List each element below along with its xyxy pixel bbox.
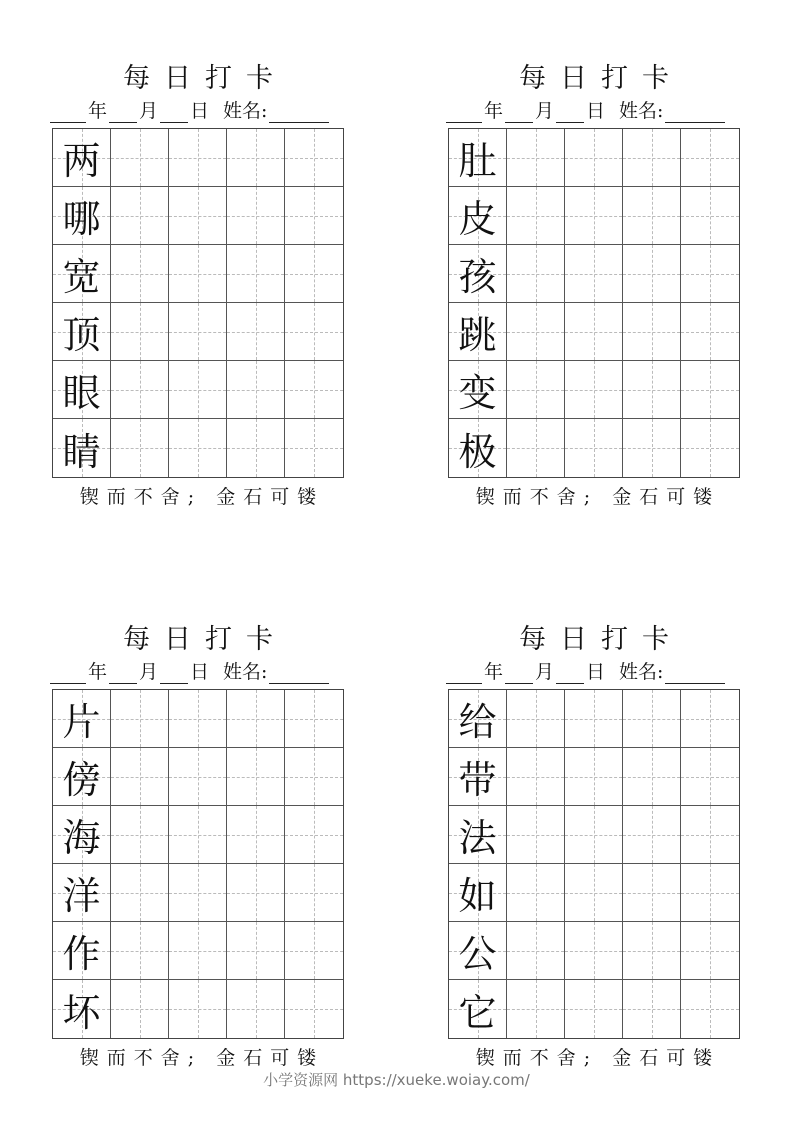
practice-cell[interactable]	[227, 922, 285, 980]
model-character-cell	[53, 748, 111, 806]
model-character: 皮	[458, 197, 497, 241]
practice-cell[interactable]	[227, 980, 285, 1038]
practice-cell[interactable]	[227, 361, 285, 419]
name-blank[interactable]	[665, 102, 725, 123]
practice-cell[interactable]	[111, 864, 169, 922]
year-blank[interactable]	[50, 663, 86, 684]
practice-cell[interactable]	[111, 129, 169, 187]
practice-cell[interactable]	[285, 864, 343, 922]
model-character-cell	[53, 864, 111, 922]
practice-cell[interactable]	[623, 690, 681, 748]
model-character-cell	[53, 129, 111, 187]
model-character-cell	[53, 245, 111, 303]
practice-cell[interactable]	[507, 806, 565, 864]
practice-cell[interactable]	[111, 748, 169, 806]
practice-cell[interactable]	[681, 980, 739, 1038]
practice-cell[interactable]	[507, 419, 565, 477]
practice-cell[interactable]	[681, 303, 739, 361]
model-character: 睛	[62, 429, 101, 474]
practice-cell[interactable]	[285, 129, 343, 187]
practice-cell[interactable]	[681, 245, 739, 303]
month-label: 月	[535, 661, 555, 683]
practice-cell[interactable]	[285, 419, 343, 477]
practice-cell[interactable]	[681, 922, 739, 980]
model-character: 片	[62, 700, 101, 744]
model-character-cell	[449, 361, 507, 419]
day-blank[interactable]	[160, 102, 188, 123]
practice-cell[interactable]	[623, 419, 681, 477]
practice-cell[interactable]	[623, 187, 681, 245]
motto: 锲而不舍; 金石可镂	[475, 486, 721, 508]
model-character-cell	[53, 187, 111, 245]
practice-cell[interactable]	[169, 864, 227, 922]
model-character-cell	[53, 922, 111, 980]
model-character-cell	[53, 690, 111, 748]
year-label: 年	[484, 100, 504, 122]
model-character-cell	[53, 303, 111, 361]
model-character: 给	[458, 700, 497, 744]
practice-cell[interactable]	[681, 129, 739, 187]
year-label: 年	[88, 661, 108, 683]
practice-cell[interactable]	[111, 980, 169, 1038]
practice-cell[interactable]	[169, 245, 227, 303]
practice-cell[interactable]	[565, 419, 623, 477]
model-character-cell	[449, 303, 507, 361]
practice-cell[interactable]	[285, 361, 343, 419]
year-label: 年	[88, 100, 108, 122]
date-name-line	[446, 660, 746, 684]
writing-grid	[52, 128, 344, 478]
model-character-cell	[449, 922, 507, 980]
practice-cell[interactable]	[285, 748, 343, 806]
model-character: 肚	[458, 139, 497, 183]
practice-cell[interactable]	[507, 690, 565, 748]
practice-cell[interactable]	[111, 806, 169, 864]
model-character: 傍	[62, 758, 101, 802]
practice-cell[interactable]	[507, 980, 565, 1038]
practice-cell[interactable]	[111, 187, 169, 245]
practice-cell[interactable]	[227, 690, 285, 748]
month-label: 月	[139, 100, 159, 122]
practice-cell[interactable]	[565, 303, 623, 361]
practice-cell[interactable]	[227, 245, 285, 303]
model-character: 海	[62, 816, 101, 860]
card-title: 每日打卡	[123, 624, 287, 655]
name-label: 姓名:	[619, 100, 664, 122]
model-character: 孩	[458, 255, 497, 299]
name-label: 姓名:	[619, 661, 664, 683]
practice-cell[interactable]	[169, 419, 227, 477]
model-character: 变	[458, 371, 497, 415]
model-character: 它	[458, 990, 497, 1035]
practice-cell[interactable]	[285, 187, 343, 245]
practice-cell[interactable]	[111, 245, 169, 303]
month-label: 月	[139, 661, 159, 683]
model-character: 如	[458, 874, 497, 918]
practice-cell[interactable]	[227, 748, 285, 806]
card-title: 每日打卡	[123, 63, 287, 94]
practice-cell[interactable]	[507, 748, 565, 806]
year-label: 年	[484, 661, 504, 683]
day-blank[interactable]	[160, 663, 188, 684]
name-blank[interactable]	[269, 663, 329, 684]
practice-cell[interactable]	[623, 361, 681, 419]
practice-cell[interactable]	[169, 303, 227, 361]
model-character-cell	[53, 419, 111, 477]
writing-grid	[52, 689, 344, 1039]
day-label: 日	[586, 100, 606, 122]
practice-cell[interactable]	[507, 922, 565, 980]
practice-cell[interactable]	[507, 361, 565, 419]
practice-cell[interactable]	[169, 187, 227, 245]
footer-watermark: 小学资源网 https://xueke.woiay.com/	[263, 1071, 530, 1089]
practice-cell[interactable]	[681, 806, 739, 864]
practice-cell[interactable]	[169, 806, 227, 864]
model-character-cell	[449, 187, 507, 245]
model-character: 两	[62, 139, 101, 183]
practice-cell[interactable]	[507, 864, 565, 922]
practice-cell[interactable]	[227, 303, 285, 361]
model-character-cell	[449, 419, 507, 477]
model-character-cell	[449, 806, 507, 864]
name-blank[interactable]	[665, 663, 725, 684]
practice-cell[interactable]	[285, 806, 343, 864]
practice-cell[interactable]	[623, 748, 681, 806]
practice-cell[interactable]	[565, 864, 623, 922]
practice-cell[interactable]	[507, 303, 565, 361]
practice-cell[interactable]	[681, 864, 739, 922]
practice-cell[interactable]	[169, 748, 227, 806]
practice-cell[interactable]	[565, 187, 623, 245]
practice-cell[interactable]	[169, 922, 227, 980]
model-character-cell	[449, 748, 507, 806]
practice-cell[interactable]	[623, 303, 681, 361]
model-character: 眼	[62, 371, 101, 415]
card-title: 每日打卡	[519, 63, 683, 94]
name-blank[interactable]	[269, 102, 329, 123]
writing-grid	[448, 128, 740, 478]
practice-cell[interactable]	[565, 748, 623, 806]
date-name-line	[50, 99, 350, 123]
practice-cell[interactable]	[169, 690, 227, 748]
practice-cell[interactable]	[227, 864, 285, 922]
day-blank[interactable]	[556, 663, 584, 684]
practice-cell[interactable]	[111, 690, 169, 748]
month-blank[interactable]	[109, 102, 137, 123]
date-name-line	[50, 660, 350, 684]
day-blank[interactable]	[556, 102, 584, 123]
practice-cell[interactable]	[111, 361, 169, 419]
model-character: 洋	[62, 874, 101, 918]
practice-cell[interactable]	[565, 245, 623, 303]
model-character: 带	[458, 758, 497, 802]
date-name-line	[446, 99, 746, 123]
month-blank[interactable]	[505, 663, 533, 684]
practice-cell[interactable]	[681, 690, 739, 748]
year-blank[interactable]	[446, 663, 482, 684]
practice-cell[interactable]	[623, 864, 681, 922]
practice-cell[interactable]	[285, 245, 343, 303]
motto: 锲而不舍; 金石可镂	[475, 1047, 721, 1069]
model-character: 法	[458, 816, 497, 860]
practice-cell[interactable]	[285, 690, 343, 748]
day-label: 日	[586, 661, 606, 683]
name-label: 姓名:	[223, 100, 268, 122]
practice-cell[interactable]	[681, 748, 739, 806]
practice-cell[interactable]	[623, 129, 681, 187]
model-character: 公	[458, 932, 497, 976]
month-label: 月	[535, 100, 555, 122]
model-character: 作	[62, 932, 101, 976]
practice-cell[interactable]	[623, 980, 681, 1038]
practice-cell[interactable]	[169, 361, 227, 419]
model-character-cell	[449, 690, 507, 748]
motto: 锲而不舍; 金石可镂	[79, 486, 325, 508]
practice-cell[interactable]	[565, 806, 623, 864]
practice-cell[interactable]	[507, 187, 565, 245]
practice-cell[interactable]	[227, 806, 285, 864]
day-label: 日	[190, 100, 210, 122]
practice-cell[interactable]	[623, 245, 681, 303]
practice-cell[interactable]	[227, 187, 285, 245]
model-character: 跳	[458, 313, 497, 357]
practice-cell[interactable]	[623, 806, 681, 864]
model-character-cell	[449, 864, 507, 922]
model-character-cell	[53, 980, 111, 1038]
writing-grid	[448, 689, 740, 1039]
name-label: 姓名:	[223, 661, 268, 683]
practice-cell[interactable]	[111, 922, 169, 980]
practice-cell[interactable]	[565, 129, 623, 187]
model-character-cell	[449, 129, 507, 187]
practice-cell[interactable]	[507, 245, 565, 303]
practice-cell[interactable]	[565, 690, 623, 748]
model-character: 宽	[62, 255, 101, 299]
model-character: 坏	[62, 990, 101, 1035]
practice-cell[interactable]	[285, 980, 343, 1038]
model-character: 哪	[62, 197, 101, 241]
practice-cell[interactable]	[681, 361, 739, 419]
motto: 锲而不舍; 金石可镂	[79, 1047, 325, 1069]
practice-cell[interactable]	[169, 980, 227, 1038]
practice-cell[interactable]	[285, 303, 343, 361]
practice-cell[interactable]	[681, 419, 739, 477]
model-character-cell	[53, 361, 111, 419]
model-character-cell	[449, 980, 507, 1038]
practice-cell[interactable]	[565, 980, 623, 1038]
practice-cell[interactable]	[169, 129, 227, 187]
model-character: 顶	[62, 313, 101, 357]
month-blank[interactable]	[109, 663, 137, 684]
day-label: 日	[190, 661, 210, 683]
practice-cell[interactable]	[507, 129, 565, 187]
model-character-cell	[449, 245, 507, 303]
practice-cell[interactable]	[681, 187, 739, 245]
year-blank[interactable]	[50, 102, 86, 123]
practice-cell[interactable]	[227, 419, 285, 477]
month-blank[interactable]	[505, 102, 533, 123]
practice-cell[interactable]	[227, 129, 285, 187]
practice-cell[interactable]	[565, 922, 623, 980]
practice-cell[interactable]	[285, 922, 343, 980]
practice-cell[interactable]	[111, 419, 169, 477]
practice-cell[interactable]	[623, 922, 681, 980]
model-character-cell	[53, 806, 111, 864]
model-character: 极	[458, 429, 497, 474]
year-blank[interactable]	[446, 102, 482, 123]
practice-cell[interactable]	[111, 303, 169, 361]
practice-cell[interactable]	[565, 361, 623, 419]
card-title: 每日打卡	[519, 624, 683, 655]
